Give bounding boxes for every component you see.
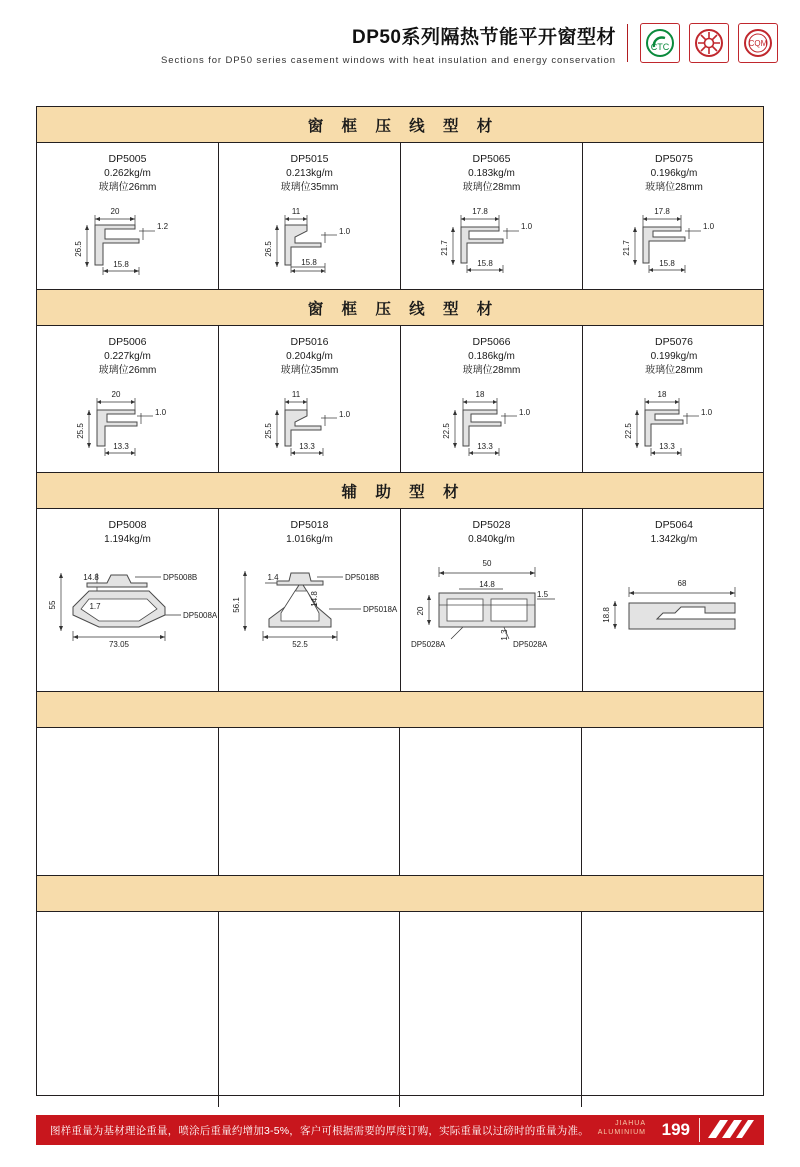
svg-text:22.5: 22.5 xyxy=(624,422,633,439)
svg-text:13.3: 13.3 xyxy=(659,441,675,451)
profile-weight: 0.183kg/m xyxy=(468,167,515,179)
section-band-1 xyxy=(37,107,763,143)
profile-code: DP5065 xyxy=(472,153,511,165)
profile-weight: 0.840kg/m xyxy=(468,533,515,545)
profile-code: DP5064 xyxy=(655,519,693,531)
page-title: DP50系列隔热节能平开窗型材 xyxy=(351,27,616,48)
profile-code: DP5018 xyxy=(290,519,329,531)
svg-text:1.2: 1.2 xyxy=(157,221,169,231)
svg-text:11: 11 xyxy=(291,206,301,216)
profile-drawing xyxy=(219,378,401,460)
profile-code: DP5076 xyxy=(655,336,693,348)
svg-text:1.3: 1.3 xyxy=(500,628,509,641)
svg-text:13.3: 13.3 xyxy=(299,441,315,451)
header-title-block xyxy=(161,26,616,66)
brand-name-en: ALUMINIUM xyxy=(597,1129,646,1136)
profile-weight: 0.204kg/m xyxy=(286,350,333,362)
profile-drawing xyxy=(401,195,583,277)
empty-cell xyxy=(219,728,401,875)
profile-code: DP5006 xyxy=(108,336,147,348)
page-number: 199 xyxy=(661,1120,690,1139)
profile-row-4 xyxy=(37,728,763,876)
profile-code: DP5015 xyxy=(290,153,329,165)
profile-weight: 1.342kg/m xyxy=(650,533,698,545)
svg-text:1.0: 1.0 xyxy=(339,409,351,419)
svg-text:15.8: 15.8 xyxy=(477,258,493,268)
section-title: 窗 框 压 线 型 材 xyxy=(307,300,500,318)
svg-text:DP5008B: DP5008B xyxy=(163,572,198,582)
svg-text:14.8: 14.8 xyxy=(479,579,495,589)
svg-text:CQM: CQM xyxy=(748,39,768,48)
svg-text:1.0: 1.0 xyxy=(519,407,531,417)
section-band-5 xyxy=(37,876,763,912)
svg-text:18: 18 xyxy=(475,389,485,399)
profile-weight: 1.194kg/m xyxy=(104,533,151,545)
profile-drawing xyxy=(401,378,583,460)
profile-cell-dp5005 xyxy=(37,143,219,289)
footer-note: 图样重量为基材理论重量，喷涂后重量约增加3-5%，客户可根据需要的厚度订购，实际重量以过磅时的重量为准。 xyxy=(50,1124,589,1137)
section-band-4 xyxy=(37,692,763,728)
profile-drawing xyxy=(37,195,219,277)
section-title: 辅 助 型 材 xyxy=(341,483,466,501)
empty-cell xyxy=(400,728,582,875)
profile-weight: 0.196kg/m xyxy=(650,167,698,179)
section-band-2 xyxy=(37,290,763,326)
svg-text:55: 55 xyxy=(48,600,57,609)
profile-cell-dp5065 xyxy=(401,143,583,289)
ctc-certification-icon xyxy=(640,23,680,63)
svg-text:DP5018B: DP5018B xyxy=(345,572,380,582)
svg-text:CTC: CTC xyxy=(650,42,670,52)
profile-glass: 玻璃位28mm xyxy=(462,181,521,193)
empty-cell xyxy=(400,912,582,1107)
svg-text:1.0: 1.0 xyxy=(339,226,351,236)
svg-text:21.7: 21.7 xyxy=(440,239,449,256)
footer-decoration-icon xyxy=(704,1118,754,1142)
profile-row-3 xyxy=(37,509,763,692)
profile-cell-dp5006 xyxy=(37,326,219,472)
profile-code: DP5075 xyxy=(655,153,693,165)
svg-text:15.8: 15.8 xyxy=(659,258,675,268)
svg-text:20: 20 xyxy=(416,606,425,615)
svg-text:18: 18 xyxy=(657,389,667,399)
svg-text:25.5: 25.5 xyxy=(76,422,85,439)
svg-text:73.05: 73.05 xyxy=(108,639,130,649)
page-footer xyxy=(36,1115,764,1145)
svg-text:15.8: 15.8 xyxy=(113,259,129,269)
iso-star-icon xyxy=(689,23,729,63)
profile-drawing xyxy=(219,547,401,659)
profile-glass: 玻璃位35mm xyxy=(280,364,339,376)
empty-cell xyxy=(219,912,401,1107)
profile-glass: 玻璃位28mm xyxy=(645,364,703,376)
profile-drawing xyxy=(583,547,765,659)
profile-row-2 xyxy=(37,326,763,473)
svg-text:17.8: 17.8 xyxy=(654,206,670,216)
svg-text:13.3: 13.3 xyxy=(477,441,493,451)
svg-text:1.0: 1.0 xyxy=(155,407,167,417)
profile-drawing xyxy=(37,547,219,659)
empty-cell xyxy=(37,728,219,875)
page-subtitle: Sections for DP50 series casement windows with heat insulation and energy conservation xyxy=(161,55,616,66)
profile-cell-dp5028 xyxy=(401,509,583,691)
section-title: 窗 框 压 线 型 材 xyxy=(307,117,500,135)
header-divider xyxy=(627,24,628,62)
empty-cell xyxy=(582,912,764,1107)
svg-text:DP5028A: DP5028A xyxy=(513,639,548,649)
svg-text:26.5: 26.5 xyxy=(264,240,273,257)
brand-mark xyxy=(598,1119,646,1137)
svg-text:52.5: 52.5 xyxy=(292,639,308,649)
profile-weight: 0.227kg/m xyxy=(104,350,151,362)
svg-text:14.8: 14.8 xyxy=(83,572,99,582)
svg-text:26.5: 26.5 xyxy=(74,240,83,257)
svg-text:DP5028A: DP5028A xyxy=(411,639,446,649)
profile-cell-dp5076 xyxy=(583,326,765,472)
profile-glass: 玻璃位26mm xyxy=(98,181,157,193)
empty-cell xyxy=(582,728,764,875)
svg-text:25.5: 25.5 xyxy=(264,422,273,439)
profile-glass: 玻璃位28mm xyxy=(645,181,703,193)
profile-drawing xyxy=(583,378,765,460)
profile-cell-dp5064 xyxy=(583,509,765,691)
svg-text:17.8: 17.8 xyxy=(472,206,488,216)
profile-code: DP5028 xyxy=(472,519,511,531)
profile-weight: 0.199kg/m xyxy=(650,350,698,362)
svg-text:56.1: 56.1 xyxy=(232,596,241,613)
profile-cell-dp5015 xyxy=(219,143,401,289)
profile-row-1 xyxy=(37,143,763,290)
svg-text:DP5008A: DP5008A xyxy=(183,610,217,620)
footer-separator xyxy=(699,1118,700,1142)
svg-text:14.8: 14.8 xyxy=(310,590,319,607)
cqm-certification-icon xyxy=(738,23,778,63)
profile-table xyxy=(36,106,764,1096)
svg-text:1.4: 1.4 xyxy=(267,572,279,582)
profile-cell-dp5008 xyxy=(37,509,219,691)
section-band-3 xyxy=(37,473,763,509)
profile-drawing xyxy=(37,378,219,460)
svg-text:15.8: 15.8 xyxy=(301,257,317,267)
profile-glass: 玻璃位28mm xyxy=(462,364,521,376)
svg-text:50: 50 xyxy=(482,558,492,568)
profile-drawing xyxy=(583,195,765,277)
svg-text:68: 68 xyxy=(677,578,687,588)
svg-text:1.0: 1.0 xyxy=(521,221,533,231)
profile-cell-dp5018 xyxy=(219,509,401,691)
profile-glass: 玻璃位35mm xyxy=(280,181,339,193)
svg-text:11: 11 xyxy=(291,389,301,399)
profile-glass: 玻璃位26mm xyxy=(98,364,157,376)
svg-text:18.8: 18.8 xyxy=(602,606,611,623)
profile-code: DP5005 xyxy=(108,153,147,165)
svg-text:1.7: 1.7 xyxy=(89,601,101,611)
svg-text:1.0: 1.0 xyxy=(701,407,713,417)
svg-text:20: 20 xyxy=(111,389,121,399)
svg-text:DP5018A: DP5018A xyxy=(363,604,398,614)
profile-weight: 1.016kg/m xyxy=(286,533,333,545)
svg-text:13.3: 13.3 xyxy=(113,441,129,451)
profile-weight: 0.262kg/m xyxy=(104,167,151,179)
profile-weight: 0.213kg/m xyxy=(286,167,333,179)
profile-cell-dp5016 xyxy=(219,326,401,472)
profile-code: DP5008 xyxy=(108,519,147,531)
svg-text:20: 20 xyxy=(110,206,120,216)
profile-cell-dp5066 xyxy=(401,326,583,472)
certification-logos xyxy=(640,23,778,63)
profile-row-5 xyxy=(37,912,763,1107)
svg-text:1.5: 1.5 xyxy=(537,589,549,599)
page-header xyxy=(0,0,800,82)
profile-cell-dp5075 xyxy=(583,143,765,289)
profile-drawing xyxy=(401,547,583,659)
profile-code: DP5066 xyxy=(472,336,511,348)
brand-name-cn: JIAHUA xyxy=(615,1120,646,1127)
svg-text:1.0: 1.0 xyxy=(703,221,715,231)
svg-text:21.7: 21.7 xyxy=(622,239,631,256)
profile-drawing xyxy=(219,195,401,277)
profile-weight: 0.186kg/m xyxy=(468,350,515,362)
svg-text:22.5: 22.5 xyxy=(442,422,451,439)
profile-code: DP5016 xyxy=(290,336,329,348)
empty-cell xyxy=(37,912,219,1107)
